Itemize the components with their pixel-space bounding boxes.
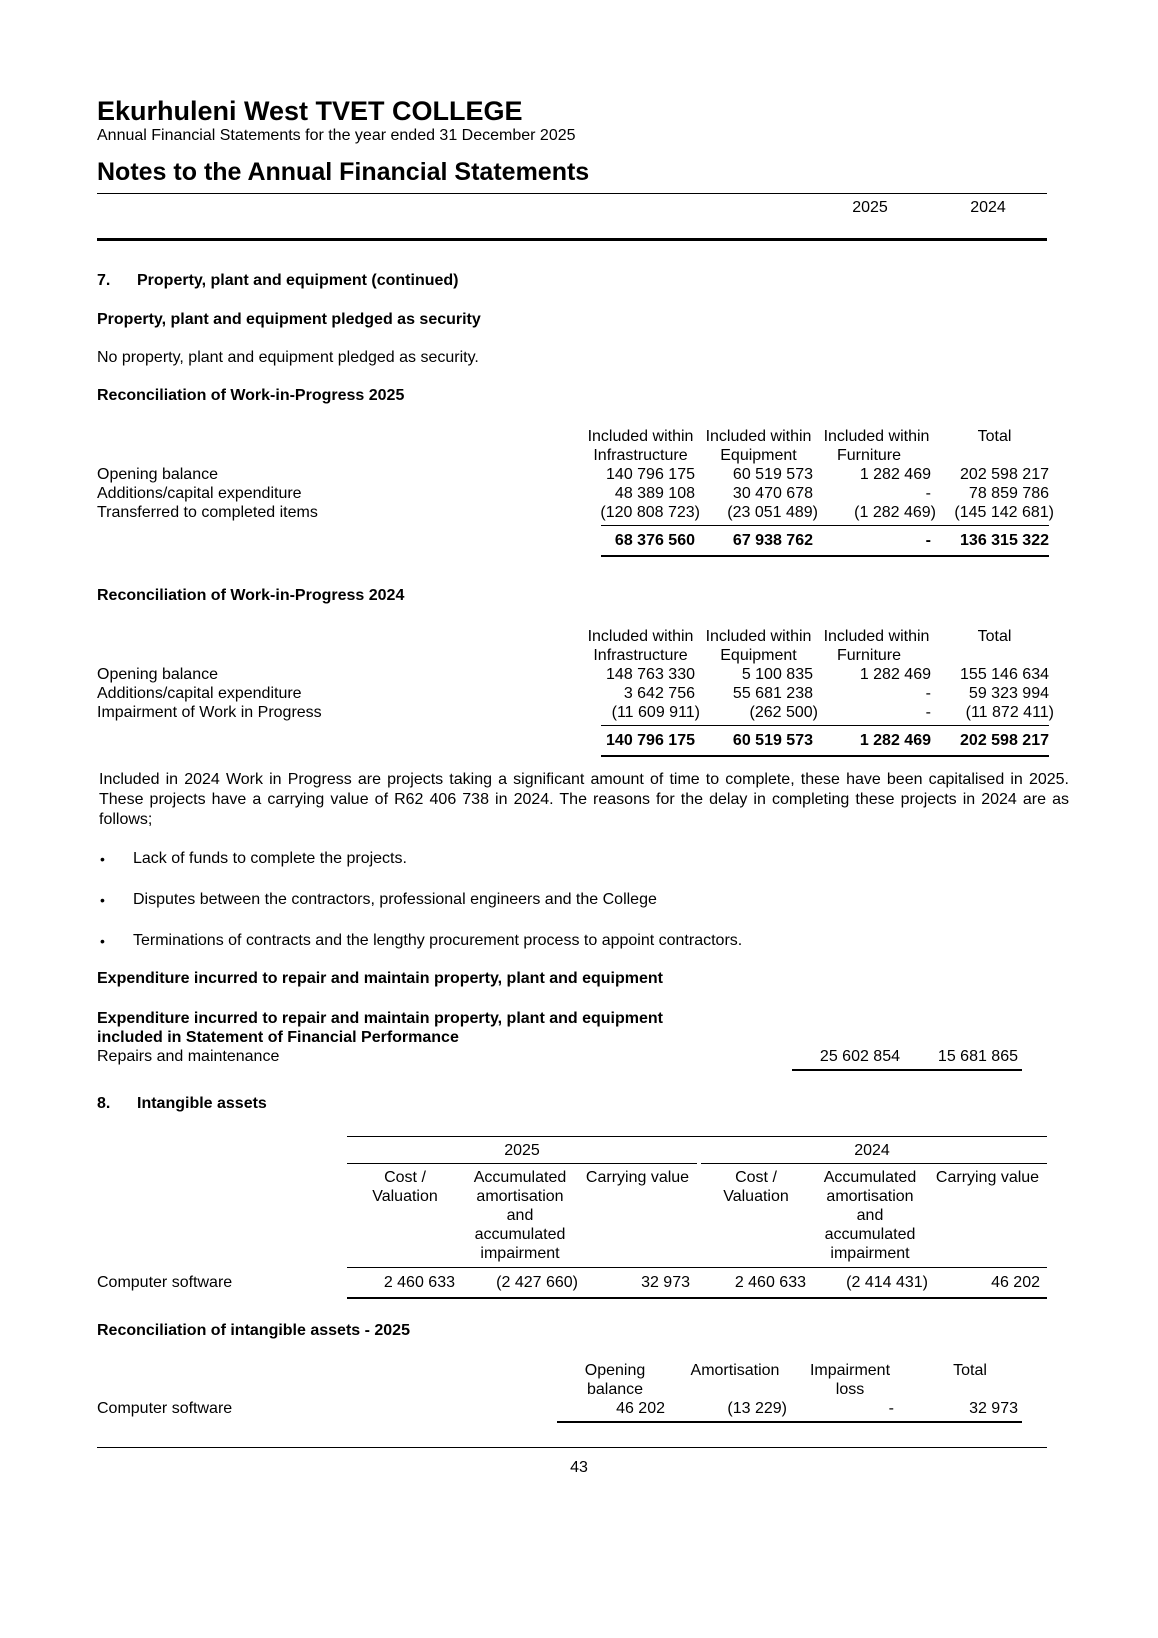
wip2024-total-cell: 1 282 469: [859, 732, 931, 749]
intangible-col-accum: and: [856, 1207, 884, 1224]
wip2025-header-furniture-l2: Furniture: [836, 447, 902, 464]
wip2024-total-cell: 140 796 175: [606, 732, 695, 749]
wip2024-row-label: Opening balance: [97, 666, 218, 683]
bullet-item: Disputes between the contractors, professional engineers and the College: [133, 891, 657, 908]
note8-title: Intangible assets: [137, 1095, 267, 1112]
intangible-cell: 2 460 633: [383, 1274, 455, 1291]
wip2025-cell: -: [925, 485, 931, 502]
wip2024-cell: -: [925, 685, 931, 702]
wip2025-cell: (120 808 723): [600, 504, 700, 521]
recon-bottom-rule: [557, 1421, 1022, 1423]
note8-number: 8.: [97, 1095, 111, 1112]
bullet-marker: •: [100, 851, 105, 867]
college-name: Ekurhuleni West TVET COLLEGE: [97, 96, 523, 126]
wip2025-cell: 1 282 469: [859, 466, 931, 483]
pledged-text: No property, plant and equipment pledged as security.: [97, 349, 479, 366]
intangible-cell: (2 427 660): [496, 1274, 578, 1291]
wip2024-cell: (11 872 411): [965, 704, 1054, 721]
wip2025-total-cell: -: [925, 532, 931, 549]
wip2025-cell: 78 859 786: [968, 485, 1049, 502]
wip2025-header-furniture-l1: Included within: [823, 428, 930, 445]
intangible-header-rule: [347, 1267, 1047, 1268]
intangible-year-rule-2024: [701, 1163, 1047, 1164]
intangible-col-carrying: Carrying value: [585, 1169, 690, 1186]
intangible-col-accum: amortisation: [476, 1188, 564, 1205]
bullet-item: Lack of funds to complete the projects.: [133, 850, 407, 867]
wip2025-cell: (145 142 681): [954, 504, 1054, 521]
intangible-cell: 32 973: [641, 1274, 690, 1291]
wip2024-cell: (262 500): [749, 704, 818, 721]
intangible-top-rule: [347, 1136, 1047, 1137]
recon-cell: -: [888, 1400, 894, 1417]
wip2025-total-cell: 136 315 322: [960, 532, 1049, 549]
recon-cell: 46 202: [616, 1400, 665, 1417]
recon-header-impairment-l1: Impairment: [809, 1362, 891, 1379]
recon-header-amortisation: Amortisation: [690, 1362, 780, 1379]
repair-total-rule: [792, 1069, 1022, 1071]
recon-header-opening-l2: balance: [586, 1381, 644, 1398]
wip2024-header-furniture-l2: Furniture: [836, 647, 902, 664]
intangible-col-accum: amortisation: [826, 1188, 914, 1205]
intangible-year-2025: 2025: [504, 1142, 540, 1159]
wip2025-cell: 60 519 573: [732, 466, 813, 483]
wip2025-header-equipment-l1: Included within: [705, 428, 812, 445]
wip2024-header-total: Total: [977, 628, 1012, 645]
wip2024-cell: (11 609 911): [611, 704, 700, 721]
wip2025-cell: 140 796 175: [606, 466, 695, 483]
intangible-col-cost: Valuation: [723, 1188, 789, 1205]
wip2024-header-equipment-l1: Included within: [705, 628, 812, 645]
intangible-col-cost: Cost /: [735, 1169, 777, 1186]
header-col-2024: 2024: [970, 199, 1006, 216]
wip2024-cell: 155 146 634: [960, 666, 1049, 683]
wip2025-header-infrastructure-l1: Included within: [587, 428, 694, 445]
wip2025-row-label: Opening balance: [97, 466, 218, 483]
recon-cell: (13 229): [727, 1400, 787, 1417]
repair-heading: Expenditure incurred to repair and maintain property, plant and equipment: [97, 970, 663, 987]
wip2024-cell: -: [925, 704, 931, 721]
intangible-bottom-rule: [347, 1297, 1047, 1299]
wip2025-subtotal-rule: [601, 525, 1049, 526]
bullet-marker: •: [100, 933, 105, 949]
bullet-marker: •: [100, 892, 105, 908]
wip2025-header-infrastructure-l2: Infrastructure: [593, 447, 688, 464]
intangible-col-carrying: Carrying value: [935, 1169, 1040, 1186]
intangible-col-cost: Valuation: [372, 1188, 438, 1205]
wip2025-header-total: Total: [977, 428, 1012, 445]
wip2024-total-rule: [601, 755, 1049, 757]
intangible-col-accum: accumulated: [474, 1226, 566, 1243]
note7-title: Property, plant and equipment (continued): [137, 272, 459, 289]
repair-subheading-line1: Expenditure incurred to repair and maintain property, plant and equipment: [97, 1010, 663, 1027]
wip2024-cell: 5 100 835: [741, 666, 813, 683]
wip2025-total-cell: 68 376 560: [614, 532, 695, 549]
wip2024-header-infrastructure-l1: Included within: [587, 628, 694, 645]
wip2025-cell: (23 051 489): [727, 504, 818, 521]
header-rule-bottom: [97, 238, 1047, 241]
recon-header-total: Total: [953, 1362, 987, 1379]
intangible-cell: (2 414 431): [846, 1274, 928, 1291]
wip-delay-paragraph: Included in 2024 Work in Progress are projects taking a significant amount of time to complete, these have been capitalised in 2025. These projects have a carrying value of R62 406 738 in 2024. The reasons for the delay in completing these projects in 2024 are as follows;: [99, 771, 1069, 828]
header-rule-top: [97, 193, 1047, 194]
wip2024-cell: 55 681 238: [732, 685, 813, 702]
wip2025-total-cell: 67 938 762: [732, 532, 813, 549]
header-col-2025: 2025: [852, 199, 888, 216]
footer-rule: [97, 1447, 1047, 1448]
intangible-col-accum: accumulated: [824, 1226, 916, 1243]
wip2024-subtotal-rule: [601, 725, 1049, 726]
recon-row-label: Computer software: [97, 1400, 233, 1417]
recon-header-impairment-l2: loss: [835, 1381, 865, 1398]
wip2024-cell: 148 763 330: [606, 666, 695, 683]
page-number: 43: [570, 1459, 588, 1476]
wip2025-cell: 48 389 108: [614, 485, 695, 502]
intangible-cell: 2 460 633: [734, 1274, 806, 1291]
wip2024-row-label: Impairment of Work in Progress: [97, 704, 322, 721]
intangible-cell: 46 202: [991, 1274, 1040, 1291]
wip2024-cell: 1 282 469: [859, 666, 931, 683]
intangible-recon-heading: Reconciliation of intangible assets - 2025: [97, 1322, 410, 1339]
intangible-col-accum: Accumulated: [823, 1169, 917, 1186]
intangible-year-2024: 2024: [854, 1142, 890, 1159]
wip2024-cell: 59 323 994: [968, 685, 1049, 702]
pledged-heading: Property, plant and equipment pledged as security: [97, 311, 481, 328]
wip2024-header-equipment-l2: Equipment: [720, 647, 797, 664]
notes-title: Notes to the Annual Financial Statements: [97, 158, 590, 186]
repair-value-2025: 25 602 854: [819, 1048, 900, 1065]
wip2025-cell: (1 282 469): [854, 504, 936, 521]
wip2025-row-label: Additions/capital expenditure: [97, 485, 302, 502]
wip2025-cell: 202 598 217: [960, 466, 1049, 483]
wip2025-cell: 30 470 678: [732, 485, 813, 502]
intangible-col-accum: and: [506, 1207, 534, 1224]
statement-subtitle: Annual Financial Statements for the year ended 31 December 2025: [97, 127, 576, 144]
intangible-col-accum: Accumulated: [473, 1169, 567, 1186]
wip2024-header-infrastructure-l2: Infrastructure: [593, 647, 688, 664]
recon-header-opening-l1: Opening: [584, 1362, 646, 1379]
wip2024-heading: Reconciliation of Work-in-Progress 2024: [97, 587, 405, 604]
wip2024-total-cell: 202 598 217: [960, 732, 1049, 749]
intangible-col-accum: impairment: [830, 1245, 910, 1262]
intangible-year-rule-2025: [347, 1163, 697, 1164]
recon-cell: 32 973: [969, 1400, 1018, 1417]
wip2024-row-label: Additions/capital expenditure: [97, 685, 302, 702]
wip2024-header-furniture-l1: Included within: [823, 628, 930, 645]
wip2025-heading: Reconciliation of Work-in-Progress 2025: [97, 387, 405, 404]
repair-subheading-line2: included in Statement of Financial Performance: [97, 1029, 459, 1046]
wip2025-total-rule: [601, 555, 1049, 557]
wip2025-header-equipment-l2: Equipment: [720, 447, 797, 464]
note7-number: 7.: [97, 272, 111, 289]
repair-value-2024: 15 681 865: [937, 1048, 1018, 1065]
wip2024-cell: 3 642 756: [623, 685, 695, 702]
intangible-col-cost: Cost /: [384, 1169, 426, 1186]
wip2024-total-cell: 60 519 573: [732, 732, 813, 749]
intangible-row-label: Computer software: [97, 1274, 233, 1291]
intangible-col-accum: impairment: [480, 1245, 560, 1262]
wip2025-row-label: Transferred to completed items: [97, 504, 318, 521]
bullet-item: Terminations of contracts and the lengthy procurement process to appoint contractors.: [133, 932, 743, 949]
repair-label: Repairs and maintenance: [97, 1048, 280, 1065]
